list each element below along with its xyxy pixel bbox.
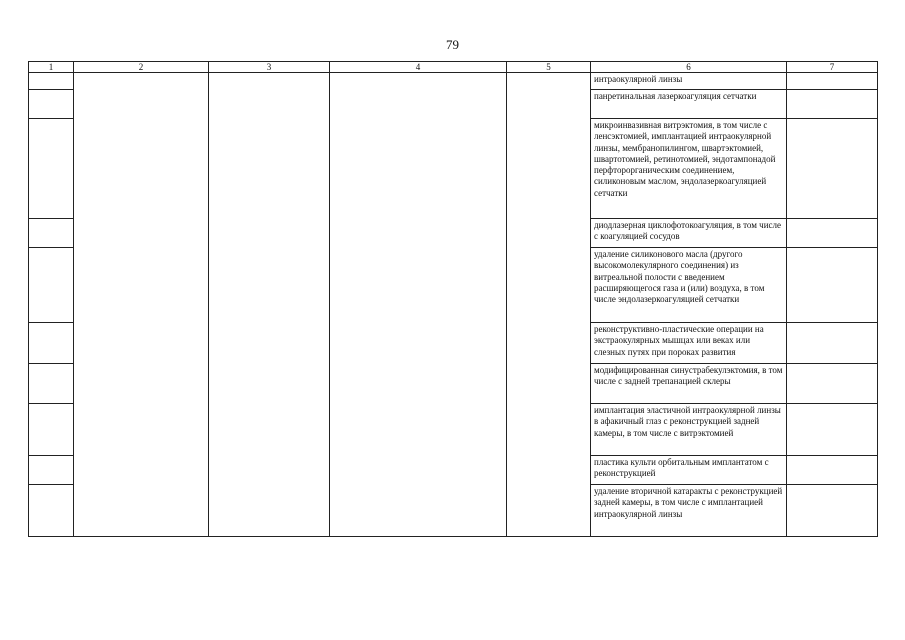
procedure-cell: интраокулярной линзы — [591, 73, 787, 90]
cell-col1 — [29, 73, 74, 90]
procedure-cell: удаление силиконового масла (другого высокомолекулярного соединения) из витреальной полости с введением расширяющегося газа и (или) воздуха, в том числе эндолазеркоагуляцией сетчатки — [591, 248, 787, 323]
cell-col7 — [787, 90, 878, 119]
column-header: 5 — [507, 62, 591, 73]
cell-col7 — [787, 119, 878, 219]
column-header: 3 — [209, 62, 330, 73]
cell-col1 — [29, 323, 74, 364]
column-header: 6 — [591, 62, 787, 73]
cell-col7 — [787, 456, 878, 485]
cell-col3 — [209, 73, 330, 537]
cell-col7 — [787, 248, 878, 323]
cell-col2 — [74, 73, 209, 537]
cell-col1 — [29, 404, 74, 456]
page-number: 79 — [446, 37, 459, 52]
procedure-cell: диодлазерная циклофотокоагуляция, в том числе с коагуляцией сосудов — [591, 219, 787, 248]
cell-col1 — [29, 364, 74, 404]
cell-col7 — [787, 219, 878, 248]
cell-col1 — [29, 248, 74, 323]
procedure-cell: реконструктивно-пластические операции на экстраокулярных мышцах или веках или слезных путях при пороках развития — [591, 323, 787, 364]
header-row — [29, 62, 878, 73]
cell-col1 — [29, 119, 74, 219]
cell-col7 — [787, 404, 878, 456]
column-header: 2 — [74, 62, 209, 73]
procedure-cell: удаление вторичной катаракты с реконструкцией задней камеры, в том числе с имплантацией интраокулярной линзы — [591, 485, 787, 537]
cell-col7 — [787, 485, 878, 537]
cell-col1 — [29, 90, 74, 119]
column-header: 4 — [330, 62, 507, 73]
cell-col7 — [787, 364, 878, 404]
column-header: 1 — [29, 62, 74, 73]
cell-col7 — [787, 323, 878, 364]
procedure-cell: модифицированная синустрабекулэктомия, в том числе с задней трепанацией склеры — [591, 364, 787, 404]
column-header: 7 — [787, 62, 878, 73]
cell-col7 — [787, 73, 878, 90]
cell-col1 — [29, 485, 74, 537]
table-row — [29, 73, 878, 90]
procedures-table — [28, 61, 878, 537]
procedure-cell: имплантация эластичной интраокулярной линзы в афакичный глаз с реконструкцией задней камеры, в том числе с витрэктомией — [591, 404, 787, 456]
procedure-cell: микроинвазивная витрэктомия, в том числе с ленсэктомией, имплантацией интраокулярной линзы, мембранопилингом, швартэктомией, швартотомией, ретинотомией, эндотампонадой перфторорганическим соединением, силиконовым маслом, эндолазеркоагуляцией сетчатки — [591, 119, 787, 219]
cell-col5 — [507, 73, 591, 537]
cell-col1 — [29, 219, 74, 248]
procedure-cell: панретинальная лазеркоагуляция сетчатки — [591, 90, 787, 119]
cell-col4 — [330, 73, 507, 537]
procedure-cell: пластика культи орбитальным имплантатом с реконструкцией — [591, 456, 787, 485]
cell-col1 — [29, 456, 74, 485]
